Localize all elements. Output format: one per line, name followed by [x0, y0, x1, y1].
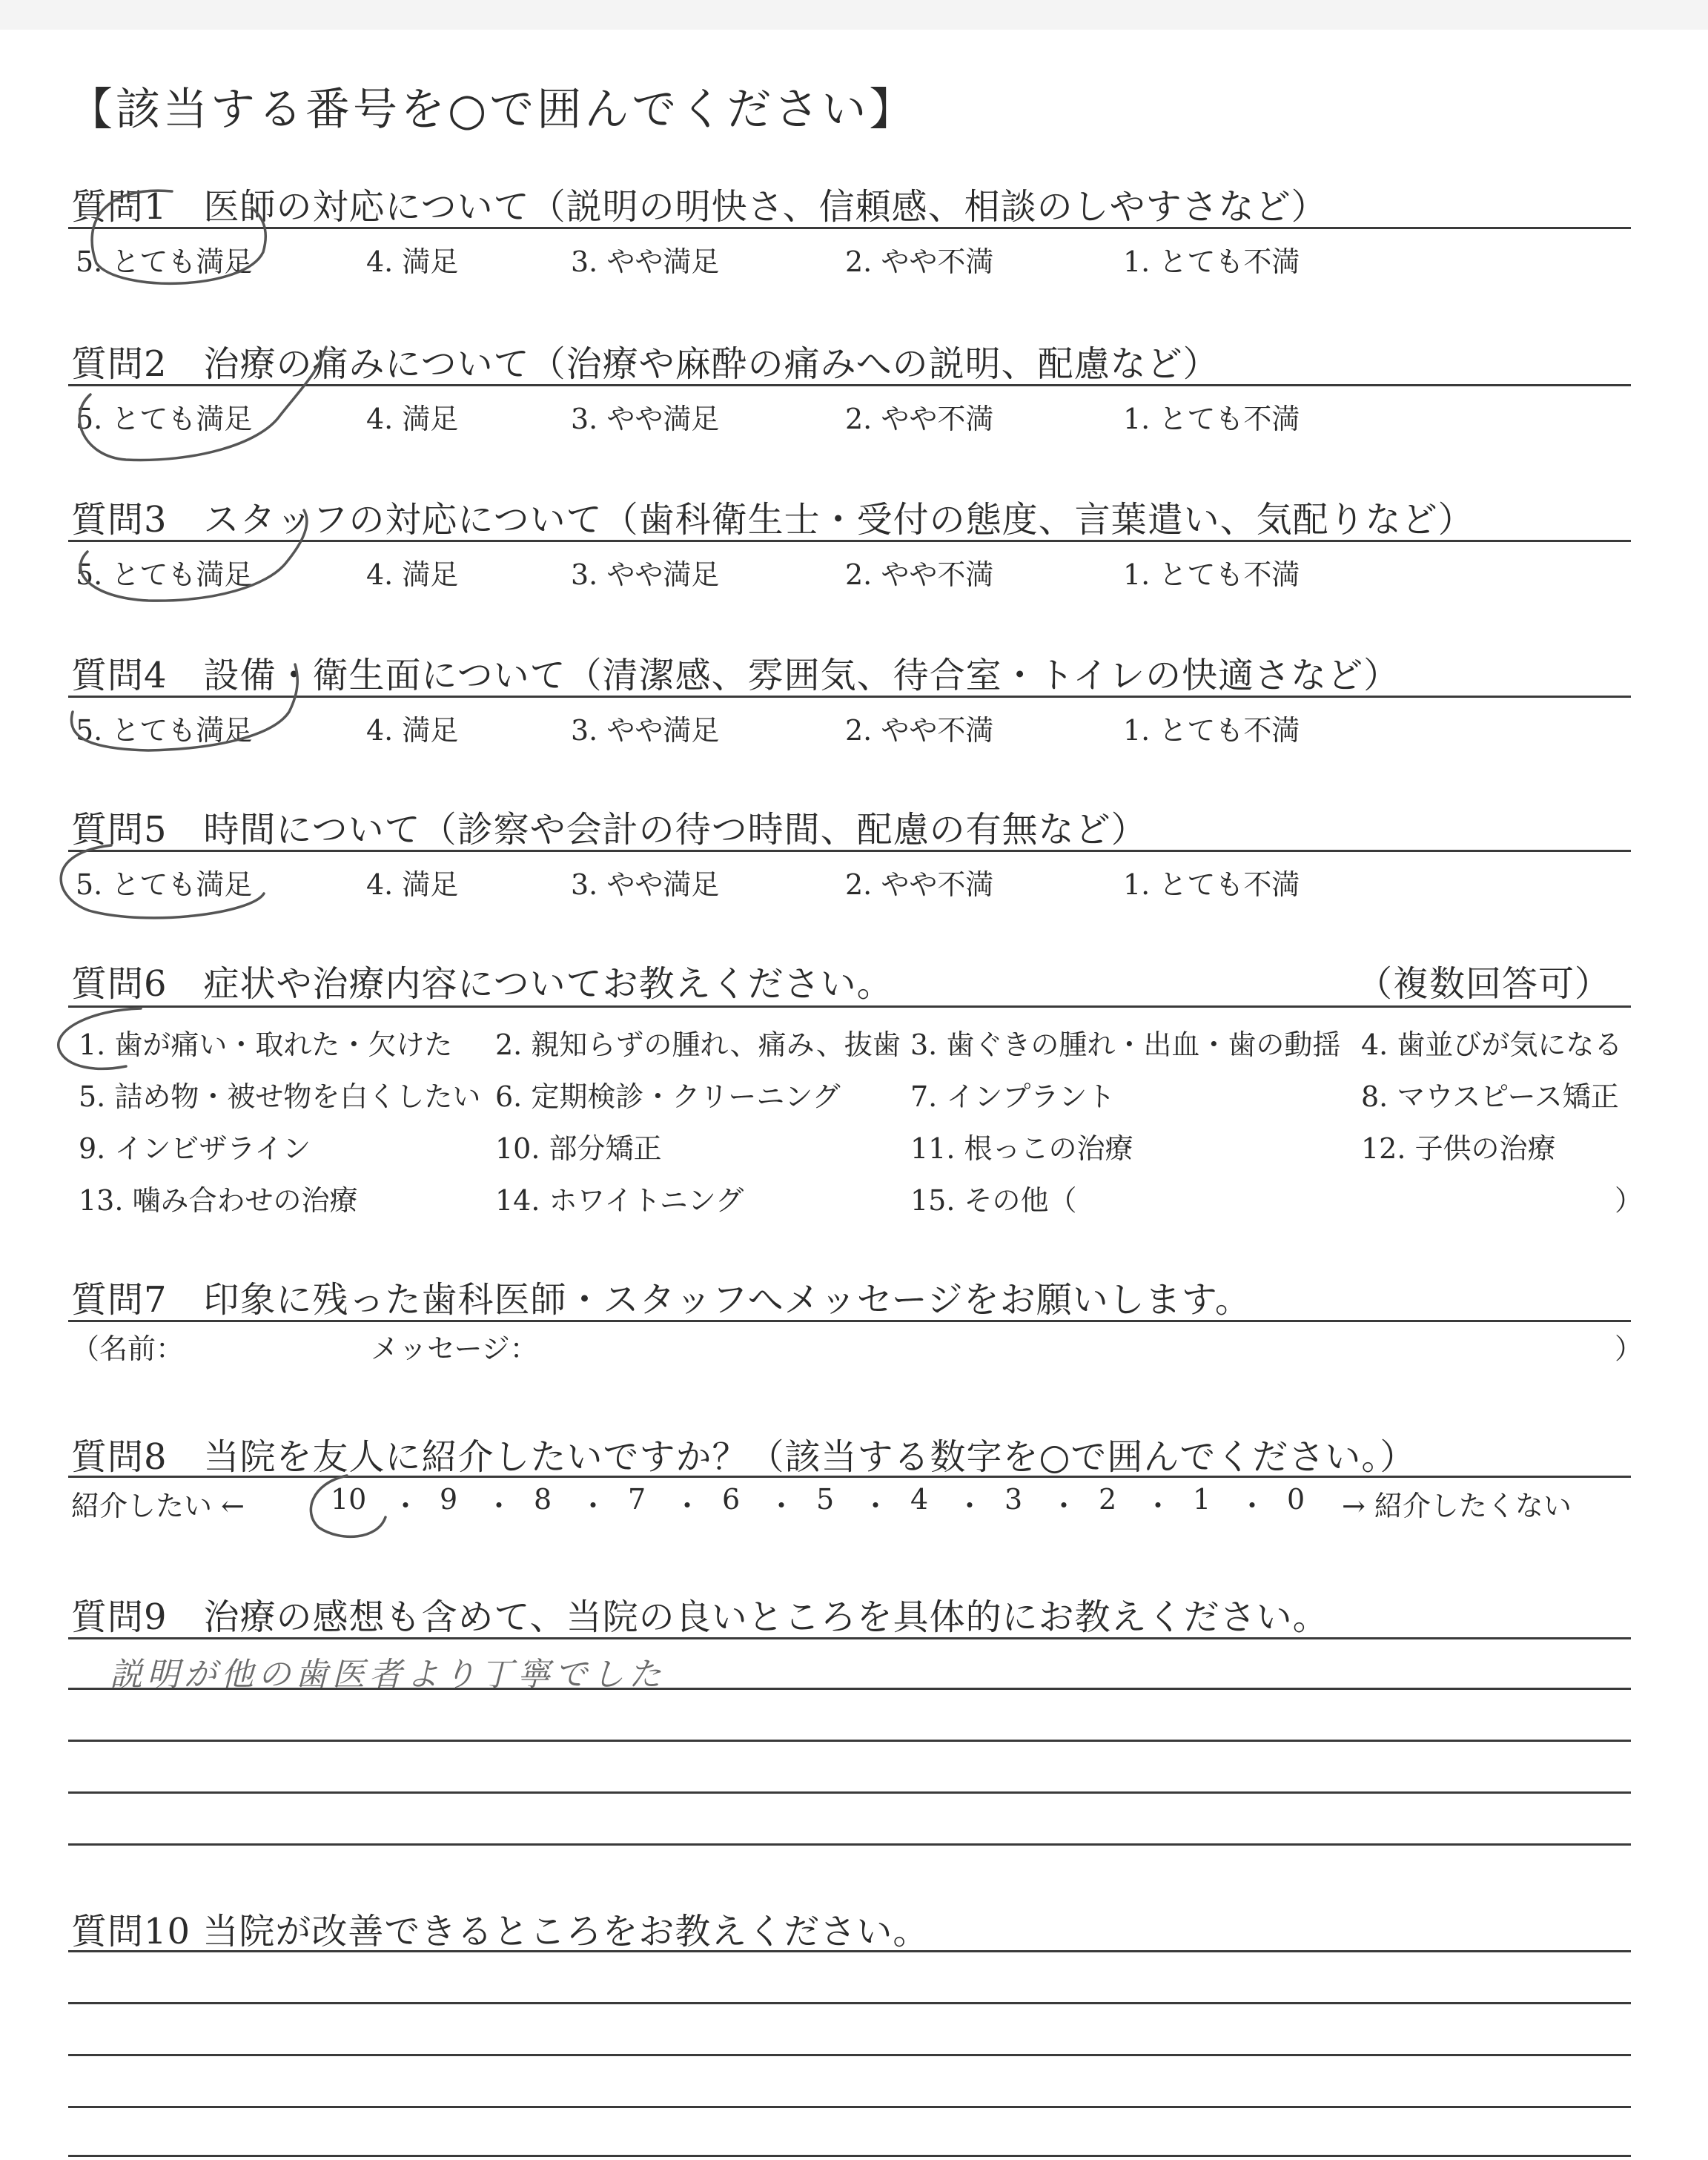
q1-option-3[interactable]: 3. やや満足: [571, 245, 720, 278]
q5-option-4[interactable]: 4. 満足: [366, 868, 459, 901]
score-separator: ・: [1050, 1490, 1079, 1522]
question-7: 質問7 印象に残った歯科医師・スタッフへメッセージをお願いします。: [71, 1279, 1251, 1321]
q4-option-5[interactable]: 5. とても満足: [76, 714, 253, 747]
divider-q3: [68, 540, 1631, 542]
score-4[interactable]: 4: [910, 1483, 929, 1516]
score-0[interactable]: 0: [1287, 1483, 1305, 1516]
q10-answer-line: [68, 2002, 1631, 2004]
treatment-6[interactable]: 6. 定期検診・クリーニング: [495, 1080, 841, 1113]
q9-answer-line: [68, 1637, 1631, 1639]
q9-answer-line: [68, 1740, 1631, 1742]
divider-q1: [68, 227, 1631, 229]
treatment-3[interactable]: 3. 歯ぐきの腫れ・出血・歯の動揺: [910, 1028, 1341, 1061]
treatment-11[interactable]: 11. 根っこの治療: [910, 1132, 1133, 1165]
q3-option-3[interactable]: 3. やや満足: [571, 558, 720, 591]
question-5: 質問5 時間について（診察や会計の待つ時間、配慮の有無など）: [71, 809, 1148, 851]
divider-q2: [68, 384, 1631, 386]
score-separator: ・: [673, 1490, 702, 1522]
q10-answer-line: [68, 2155, 1631, 2157]
treatment-14[interactable]: 14. ホワイトニング: [495, 1184, 744, 1217]
question-2: 質問2 治療の痛みについて（治療や麻酔の痛みへの説明、配慮など）: [71, 343, 1219, 385]
q4-option-2[interactable]: 2. やや不満: [845, 714, 994, 747]
q9-answer-line: [68, 1843, 1631, 1846]
q1-option-4[interactable]: 4. 満足: [366, 245, 459, 278]
score-separator: ・: [391, 1490, 420, 1522]
treatment-1[interactable]: 1. 歯が痛い・取れた・欠けた: [79, 1028, 453, 1061]
score-6[interactable]: 6: [722, 1483, 741, 1516]
q4-option-1[interactable]: 1. とても不満: [1123, 714, 1300, 747]
treatment-13[interactable]: 13. 噛み合わせの治療: [79, 1184, 358, 1217]
treatment-9[interactable]: 9. インビザライン: [79, 1132, 311, 1165]
treatment-5[interactable]: 5. 詰め物・被せ物を白くしたい: [79, 1080, 481, 1113]
score-separator: ・: [579, 1490, 608, 1522]
q7-close: ）: [1615, 1332, 1644, 1365]
q1-option-2[interactable]: 2. やや不満: [845, 245, 994, 278]
q6-multiple-note: （複数回答可）: [1357, 963, 1612, 1005]
q3-option-4[interactable]: 4. 満足: [366, 558, 459, 591]
page-title: 【該当する番号を○で囲んでください】: [68, 84, 917, 136]
q3-option-1[interactable]: 1. とても不満: [1123, 558, 1300, 591]
q10-answer-line: [68, 2054, 1631, 2056]
score-3[interactable]: 3: [1004, 1483, 1023, 1516]
question-4: 質問4 設備・衛生面について（清潔感、雰囲気、待合室・トイレの快適さなど）: [71, 655, 1400, 696]
score-separator: ・: [1238, 1490, 1267, 1522]
divider-q8: [68, 1476, 1631, 1478]
q5-option-2[interactable]: 2. やや不満: [845, 868, 994, 901]
q2-option-4[interactable]: 4. 満足: [366, 403, 459, 435]
q2-option-5[interactable]: 5. とても満足: [76, 403, 253, 435]
score-10[interactable]: 10: [331, 1483, 367, 1516]
question-1: 質問1 医師の対応について（説明の明快さ、信頼感、相談のしやすさなど）: [71, 186, 1328, 228]
question-3: 質問3 スタッフの対応について（歯科衛生士・受付の態度、言葉遣い、気配りなど）: [71, 499, 1474, 541]
treatment-12[interactable]: 12. 子供の治療: [1361, 1132, 1556, 1165]
treatment-2[interactable]: 2. 親知らずの腫れ、痛み、抜歯: [495, 1028, 901, 1061]
question-10: 質問10 当院が改善できるところをお教えください。: [71, 1911, 930, 1952]
score-8[interactable]: 8: [534, 1483, 552, 1516]
score-1[interactable]: 1: [1193, 1483, 1211, 1516]
q4-option-3[interactable]: 3. やや満足: [571, 714, 720, 747]
q5-option-3[interactable]: 3. やや満足: [571, 868, 720, 901]
score-separator: ・: [485, 1490, 514, 1522]
q4-option-4[interactable]: 4. 満足: [366, 714, 459, 747]
q9-answer-line: [68, 1791, 1631, 1794]
score-2[interactable]: 2: [1099, 1483, 1117, 1516]
q8-left-label: 紹介したい ←: [71, 1490, 245, 1522]
q10-answer-line: [68, 1950, 1631, 1952]
q8-right-label: → 紹介したくない: [1342, 1490, 1572, 1522]
q1-option-5[interactable]: 5. とても満足: [76, 245, 253, 278]
score-5[interactable]: 5: [816, 1483, 835, 1516]
treatment-other-close: ）: [1615, 1184, 1644, 1217]
q3-option-5[interactable]: 5. とても満足: [76, 558, 253, 591]
q3-option-2[interactable]: 2. やや不満: [845, 558, 994, 591]
q2-option-3[interactable]: 3. やや満足: [571, 403, 720, 435]
divider-q6: [68, 1005, 1631, 1008]
q5-option-5[interactable]: 5. とても満足: [76, 868, 253, 901]
treatment-15[interactable]: 15. その他（: [910, 1184, 1077, 1217]
q1-option-1[interactable]: 1. とても不満: [1123, 245, 1300, 278]
q2-option-1[interactable]: 1. とても不満: [1123, 403, 1300, 435]
divider-q4: [68, 696, 1631, 698]
q7-message-label: メッセージ：: [371, 1332, 538, 1365]
divider-q7: [68, 1320, 1631, 1322]
q9-handwritten-answer[interactable]: 説明が他の歯医者より丁寧でした: [110, 1656, 666, 1694]
score-separator: ・: [861, 1490, 890, 1522]
q5-option-1[interactable]: 1. とても不満: [1123, 868, 1300, 901]
q2-option-2[interactable]: 2. やや不満: [845, 403, 994, 435]
question-6: 質問6 症状や治療内容についてお教えください。: [71, 963, 893, 1005]
score-separator: ・: [1144, 1490, 1173, 1522]
treatment-4[interactable]: 4. 歯並びが気になる: [1361, 1028, 1623, 1061]
treatment-8[interactable]: 8. マウスピース矯正: [1361, 1080, 1619, 1113]
q10-answer-line: [68, 2106, 1631, 2108]
divider-q5: [68, 850, 1631, 852]
question-9: 質問9 治療の感想も含めて、当院の良いところを具体的にお教えください。: [71, 1596, 1329, 1638]
score-separator: ・: [767, 1490, 796, 1522]
score-7[interactable]: 7: [628, 1483, 646, 1516]
score-separator: ・: [956, 1490, 984, 1522]
treatment-7[interactable]: 7. インプラント: [910, 1080, 1116, 1113]
q7-name-label: （名前：: [71, 1332, 185, 1365]
treatment-10[interactable]: 10. 部分矯正: [495, 1132, 662, 1165]
question-8: 質問8 当院を友人に紹介したいですか？（該当する数字を○で囲んでください。）: [71, 1436, 1417, 1478]
q9-answer-line: [68, 1688, 1631, 1690]
score-9[interactable]: 9: [440, 1483, 458, 1516]
